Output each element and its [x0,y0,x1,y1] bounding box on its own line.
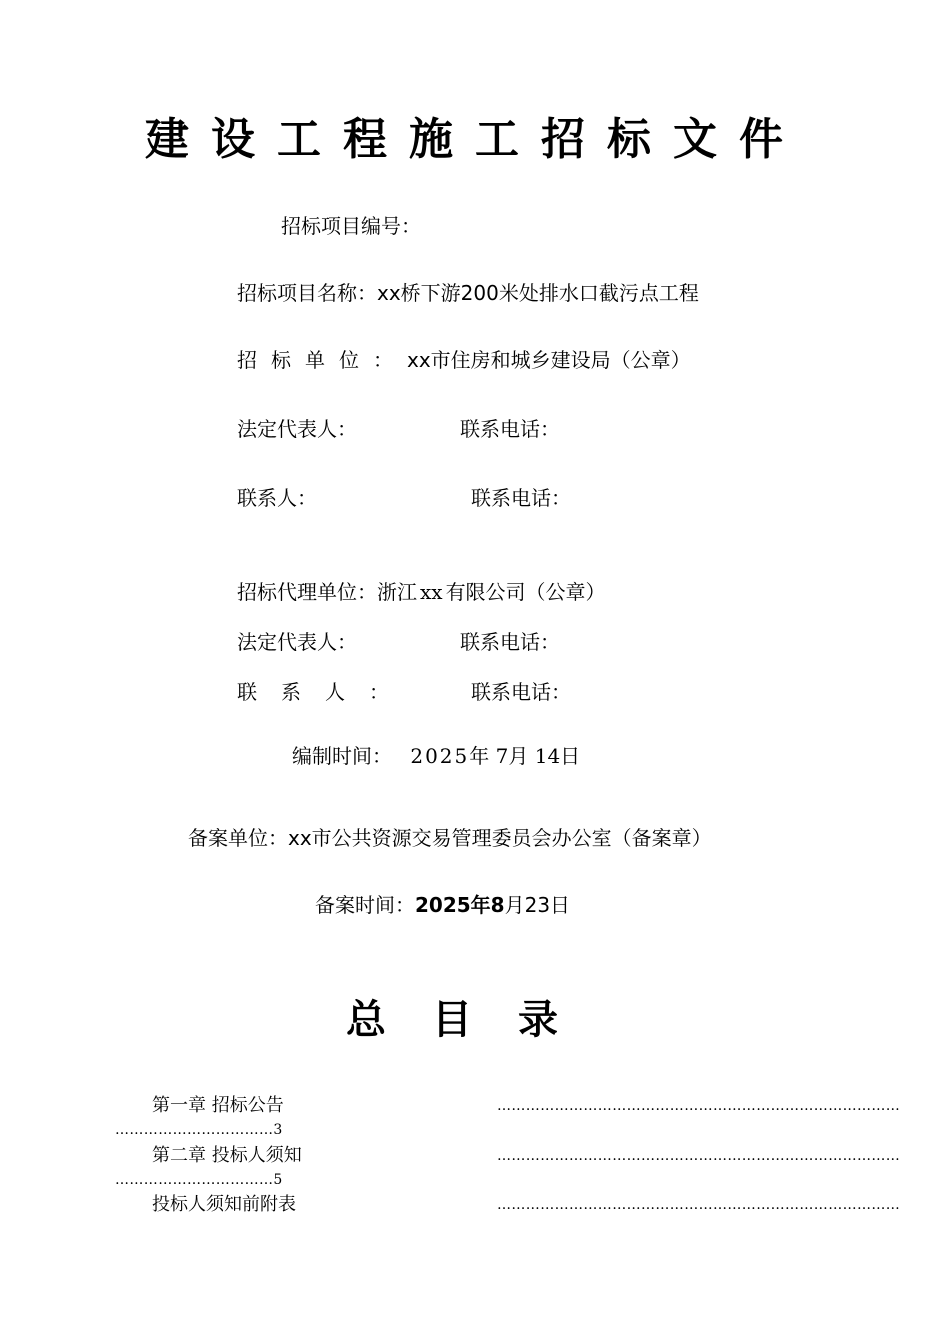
agent-unit-value-suffix: 有限公司（公章） [445,580,606,604]
toc-leader-dots: …………………………… [115,1172,274,1188]
toc-item-page: 3 [273,1122,283,1138]
compile-time-month: 7 [495,744,509,768]
tender-unit-rep-label: 法定代表人： [237,417,357,441]
record-unit-label: 备案单位： [188,826,288,850]
tender-unit-contact-label: 联系人： [237,486,317,510]
toc-leader-dots: ………………………………………………………………………… [497,1197,901,1213]
agent-unit-value-prefix: 浙江 [377,580,417,604]
toc-item-label: 第二章 投标人须知 [152,1145,302,1166]
agent-unit-row [237,578,606,606]
compile-time-month-unit: 月 [508,744,529,768]
compile-time-day: 14 [534,744,561,768]
project-no-label: 招标项目编号： [281,214,421,238]
toc-item-page: 5 [273,1172,283,1188]
toc-page-row [115,1170,283,1190]
compile-time-label: 编制时间： [292,744,392,768]
record-unit-value: xx市公共资源交易管理委员会办公室（备案章） [288,826,712,850]
agent-contact-label: 联系人： [237,680,413,704]
tender-unit-contact-phone-label: 联系电话： [471,486,571,510]
agent-contact-phone-label: 联系电话： [471,680,571,704]
project-name-row [237,279,699,307]
tender-unit-value: xx市住房和城乡建设局（公章） [407,348,691,372]
toc-item-label: 第一章 招标公告 [152,1095,284,1116]
tender-unit-label: 招标单位： [237,348,407,372]
toc-leader-dots: …………………………… [115,1122,274,1138]
toc-leader-dots: ………………………………………………………………………… [497,1098,901,1114]
tender-unit-row [237,346,691,374]
record-time-value-bold: 2025年8 [415,893,505,917]
record-unit-row [188,824,712,852]
tender-unit-rep-phone-label: 联系电话： [460,417,560,441]
compile-time-day-unit: 日 [560,744,581,768]
record-time-value-rest: 月23日 [504,893,571,917]
project-name-label: 招标项目名称： [237,281,377,305]
agent-unit-value-xx: xx [420,580,443,604]
document-title: 建设工程施工招标文件 [145,114,805,165]
compile-time-year-unit: 年 [469,744,490,768]
compile-time-year: 2025 [410,744,470,768]
agent-rep-phone-label: 联系电话： [460,630,560,654]
agent-unit-label: 招标代理单位： [237,580,377,604]
toc-title: 总目录 [346,997,604,1043]
toc-leader-dots: ………………………………………………………………………… [497,1148,901,1164]
agent-rep-label: 法定代表人： [237,630,357,654]
compile-time-row [292,742,580,770]
toc-item-label: 投标人须知前附表 [152,1194,296,1215]
project-name-value: xx桥下游200米处排水口截污点工程 [377,281,699,305]
project-no-row [281,212,421,240]
record-time-row [315,891,570,919]
record-time-label: 备案时间： [315,893,415,917]
toc-page-row [115,1120,283,1140]
